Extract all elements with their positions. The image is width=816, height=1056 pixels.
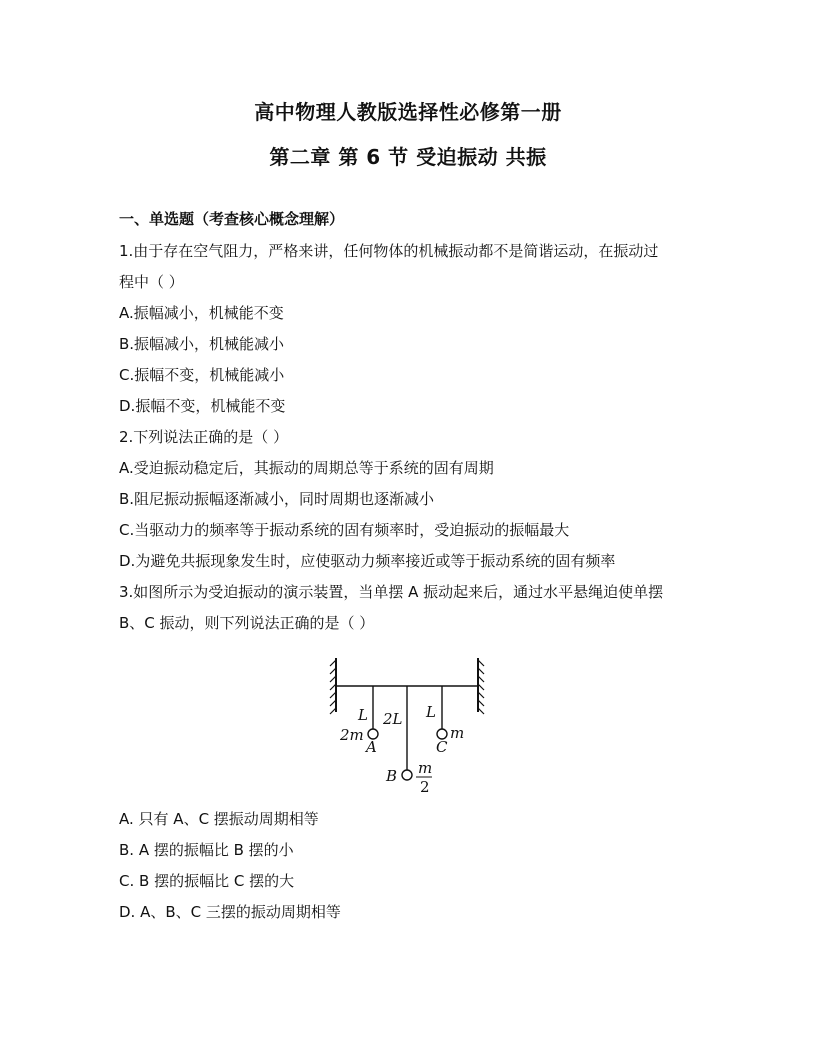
- left-wall: [330, 658, 336, 714]
- label-pendulum-b: B: [386, 767, 398, 785]
- label-pendulum-a: A: [366, 738, 377, 756]
- label-mass-b-denominator: 2: [420, 778, 430, 796]
- document-subtitle: 第二章 第 6 节 受迫振动 共振: [269, 145, 547, 169]
- question-1-option-b: B.振幅减小，机械能减小: [119, 335, 285, 353]
- question-3-stem-line-2: B、C 振动，则下列说法正确的是（ ）: [119, 614, 375, 632]
- question-1-option-d: D.振幅不变，机械能不变: [119, 397, 286, 415]
- question-3-stem-line-1: 3.如图所示为受迫振动的演示装置，当单摆 A 振动起来后，通过水平悬绳迫使单摆: [119, 583, 664, 601]
- question-3-option-d: D. A、B、C 三摆的振动周期相等: [119, 903, 341, 921]
- question-1-stem-line-2: 程中（ ）: [119, 273, 184, 291]
- right-wall: [478, 658, 484, 714]
- question-3-option-b: B. A 摆的振幅比 B 摆的小: [119, 841, 294, 859]
- pendulum-diagram: [326, 650, 496, 800]
- label-length-c: L: [426, 703, 436, 721]
- question-1-stem-line-1: 1.由于存在空气阻力，严格来讲，任何物体的机械振动都不是简谐运动，在振动过: [119, 242, 659, 260]
- question-3-option-a: A. 只有 A、C 摆振动周期相等: [119, 810, 319, 828]
- label-pendulum-c: C: [436, 738, 448, 756]
- label-length-b: 2L: [383, 710, 403, 728]
- label-length-a: L: [358, 706, 368, 724]
- question-1-option-c: C.振幅不变，机械能减小: [119, 366, 285, 384]
- question-2-option-b: B.阻尼振动振幅逐渐减小，同时周期也逐渐减小: [119, 490, 435, 508]
- label-mass-a: 2m: [340, 726, 364, 744]
- question-2-option-d: D.为避免共振现象发生时，应使驱动力频率接近或等于振动系统的固有频率: [119, 552, 616, 570]
- question-1-option-a: A.振幅减小，机械能不变: [119, 304, 284, 322]
- question-3-option-c: C. B 摆的振幅比 C 摆的大: [119, 872, 295, 890]
- section-heading: 一、单选题（考查核心概念理解）: [119, 210, 345, 228]
- label-mass-c: m: [450, 724, 465, 742]
- label-mass-b-numerator: m: [418, 759, 433, 777]
- document-title: 高中物理人教版选择性必修第一册: [254, 100, 562, 124]
- question-2-option-c: C.当驱动力的频率等于振动系统的固有频率时，受迫振动的振幅最大: [119, 521, 570, 539]
- pendulum-b-bob: [402, 770, 412, 780]
- question-2-stem: 2.下列说法正确的是（ ）: [119, 428, 289, 446]
- question-2-option-a: A.受迫振动稳定后，其振动的周期总等于系统的固有周期: [119, 459, 494, 477]
